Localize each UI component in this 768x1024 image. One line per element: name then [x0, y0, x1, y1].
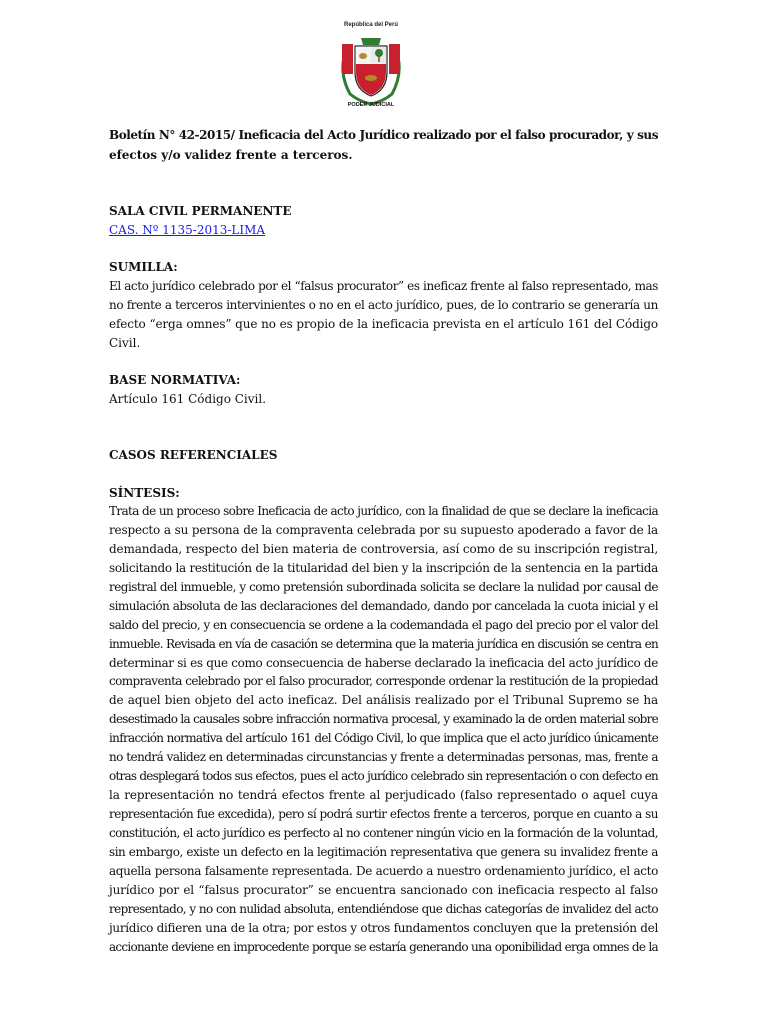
sintesis-line: Trata de un proceso sobre Ineficacia de acto jurídico, con la finalidad de que se declare la ineficacia	[109, 504, 658, 518]
sumilla-line: efecto “erga omnes” que no es propio de la ineficacia prevista en el artículo 161 del Código	[109, 316, 658, 331]
sumilla-text	[109, 277, 658, 353]
sintesis-line: demandada, respecto del bien materia de controversia, así como de su inscripción registral,	[109, 541, 658, 556]
coat-of-arms-icon	[332, 28, 410, 108]
sintesis-line: solicitando la restitución de la titularidad del bien y la inscripción de la sentencia en la partida	[109, 560, 658, 575]
poder-judicial-logo	[332, 22, 410, 112]
sumilla-line: Civil.	[109, 335, 141, 350]
sintesis-line: compraventa celebrado por el falso procurador, corresponde ordenar la restitución de la propiedad	[109, 674, 658, 689]
sintesis-line: representación fue excedida), pero sí podrá surtir efectos frente a terceros, porque en cuanto a su	[109, 807, 658, 821]
sintesis-line: jurídico por el “falsus procurator” se encuentra sancionado con ineficacia respecto al falso	[109, 882, 658, 897]
sintesis-line: infracción normativa del artículo 161 del Código Civil, lo que implica que el acto jurídico únicamente	[109, 731, 658, 746]
sintesis-line: registral del inmueble, y como pretensión subordinada solicita se declare la nulidad por causal de	[109, 579, 658, 594]
sala-heading: SALA CIVIL PERMANENTE	[109, 204, 292, 218]
sintesis-line: inmueble. Revisada en vía de casación se determina que la materia jurídica en discusión se centra en	[109, 636, 658, 651]
sintesis-line: accionante deviene en improcedente porque se estaría generando una oponibilidad erga omnes de la	[109, 939, 658, 954]
sintesis-line: desestimado la causales sobre infracción normativa procesal, y examinado la de orden material sobre	[109, 712, 658, 727]
cas-link[interactable]: CAS. Nº 1135-2013-LIMA	[109, 223, 266, 237]
sintesis-line: saldo del precio, y en consecuencia se ordene a la codemandada el pago del precio por el valor del	[109, 617, 658, 632]
sumilla-heading: SUMILLA:	[109, 260, 178, 274]
logo-caption: PODER JUDICIAL	[347, 102, 395, 108]
cas-link-row	[109, 221, 658, 240]
casos-referenciales-heading: CASOS REFERENCIALES	[109, 448, 278, 462]
base-normativa-heading: BASE NORMATIVA:	[109, 373, 241, 387]
sintesis-line: determinar si es que como consecuencia de haberse declarado la ineficacia del acto jurídico de	[109, 655, 658, 670]
sumilla-line: El acto jurídico celebrado por el “falsus procurator” es ineficaz frente al falso representado, mas	[109, 279, 658, 293]
title-line: efectos y/o validez frente a terceros.	[109, 147, 353, 162]
sintesis-line: no tendrá validez en determinadas circunstancias y frente a determinadas personas, mas, frente a	[109, 750, 658, 765]
sintesis-line: la representación no tendrá efectos frente al perjudicado (falso representado o aquel cuya	[109, 788, 658, 803]
sintesis-line: representado, y no con nulidad absoluta, entendiéndose que dichas categorías de invalidez del acto	[109, 901, 658, 916]
base-normativa-text: Artículo 161 Código Civil.	[109, 392, 267, 406]
sintesis-line: de aquel bien objeto del acto ineficaz. Del análisis realizado por el Tribunal Supremo se ha	[109, 693, 658, 708]
sintesis-text	[109, 502, 658, 957]
sintesis-line: sin embargo, existe un defecto en la legitimación representativa que genera su invalidez frente a	[109, 844, 658, 859]
bulletin-title	[109, 126, 658, 165]
sintesis-line: respecto a su persona de la compraventa celebrada por su supuesto apoderado a favor de la	[109, 522, 658, 537]
sintesis-line: simulación absoluta de las declaraciones del demandado, dando por cancelada la cuota inicial y el	[109, 598, 658, 613]
sintesis-line: aquella persona falsamente representada. De acuerdo a nuestro ordenamiento jurídico, el acto	[109, 863, 658, 878]
sintesis-heading: SÍNTESIS:	[109, 486, 180, 500]
sintesis-line: constitución, el acto jurídico es perfecto al no contener ningún vicio en la formación de la voluntad,	[109, 825, 658, 840]
title-line: Boletín N° 42-2015/ Ineficacia del Acto Jurídico realizado por el falso procurador, y sus	[109, 128, 658, 142]
sintesis-line: jurídico difieren una de la otra; por estos y otros fundamentos concluyen que la pretensión del	[109, 920, 658, 935]
sintesis-line: otras desplegará todos sus efectos, pues el acto jurídico celebrado sin representación o con defecto en	[109, 769, 658, 784]
sumilla-line: no frente a terceros intervinientes o no en el acto jurídico, pues, de lo contrario se generaría un	[109, 297, 658, 312]
logo-arc-text: República del Perú	[343, 22, 398, 28]
